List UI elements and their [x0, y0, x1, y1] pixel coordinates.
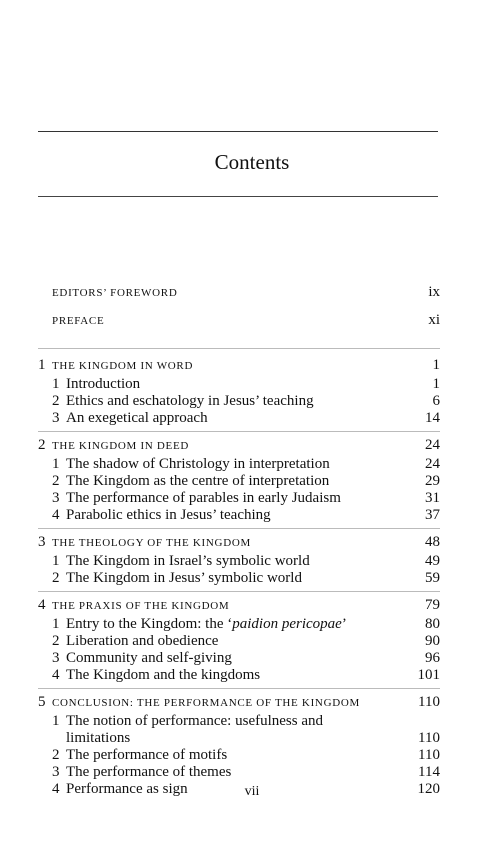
section-title: The performance of motifs	[66, 747, 228, 763]
entry-title: PREFACE	[52, 315, 105, 327]
section-number: 2	[52, 570, 60, 586]
section-label	[38, 713, 440, 730]
section-number: 1	[52, 616, 60, 632]
section-entry	[38, 747, 440, 764]
section-title: The performance of parables in early Judaism	[66, 490, 341, 506]
chapter-title: THE KINGDOM IN WORD	[52, 360, 194, 372]
chapter-number: 3	[38, 534, 46, 550]
section-page: 110	[418, 747, 440, 763]
section-entry	[38, 570, 440, 587]
section-title: Community and self-giving	[66, 650, 232, 666]
section-label	[38, 633, 410, 650]
section-number: 4	[52, 781, 60, 797]
section-label	[38, 473, 410, 490]
section-entry	[38, 650, 440, 667]
section-title: The Kingdom in Jesus’ symbolic world	[66, 570, 302, 586]
section-title: The performance of themes	[66, 764, 232, 780]
chapter-label	[38, 437, 410, 455]
section-page: 101	[417, 667, 440, 683]
section-entry	[38, 507, 440, 524]
chapter-page: 79	[425, 597, 440, 613]
chapter-heading	[38, 694, 440, 712]
chapter-number: 2	[38, 437, 46, 453]
section-number: 2	[52, 393, 60, 409]
section-number: 3	[52, 764, 60, 780]
section-label	[38, 616, 410, 633]
section-page: 1	[432, 376, 440, 392]
section-label	[38, 570, 410, 587]
section-entry	[38, 667, 440, 684]
section-label	[38, 410, 410, 427]
section-page: 14	[425, 410, 440, 426]
chapter-page: 110	[418, 694, 440, 710]
chapter-number: 4	[38, 597, 46, 613]
page-number: vii	[244, 784, 260, 799]
toc-chapter	[38, 534, 440, 592]
front-matter	[38, 284, 440, 349]
top-rule	[38, 131, 438, 132]
chapter-title: THE PRAXIS OF THE KINGDOM	[52, 600, 230, 612]
chapter-label	[38, 694, 410, 712]
section-number: 3	[52, 650, 60, 666]
title-rule	[38, 196, 438, 197]
section-label	[38, 376, 410, 393]
section-entry	[38, 553, 440, 570]
chapter-heading	[38, 357, 440, 375]
chapter-heading	[38, 437, 440, 455]
toc-chapter	[38, 437, 440, 529]
section-entry	[38, 376, 440, 393]
section-title-continued: limitations	[66, 730, 131, 746]
section-title: The shadow of Christology in interpretation	[66, 456, 330, 472]
section-page: 110	[418, 730, 440, 746]
section-page: 6	[432, 393, 440, 409]
section-title-prefix: Entry to the Kingdom: the ‘	[66, 616, 233, 632]
section-title: The notion of performance: usefulness and	[66, 713, 323, 729]
chapter-number: 1	[38, 357, 46, 373]
section-page: 31	[425, 490, 440, 506]
section-number: 2	[52, 747, 60, 763]
page-title: Contents	[214, 150, 290, 174]
section-number: 3	[52, 490, 60, 506]
section-entry	[38, 616, 440, 633]
section-page: 80	[425, 616, 440, 632]
section-number: 3	[52, 410, 60, 426]
section-page: 24	[425, 456, 440, 472]
section-title: An exegetical approach	[66, 410, 208, 426]
section-entry	[38, 410, 440, 427]
chapter-page: 48	[425, 534, 440, 550]
toc-chapter	[38, 597, 440, 689]
section-entry	[38, 473, 440, 490]
section-title: The Kingdom and the kingdoms	[66, 667, 261, 683]
section-label	[38, 456, 410, 473]
section-label	[38, 764, 410, 781]
section-number: 1	[52, 376, 60, 392]
chapter-title: THE THEOLOGY OF THE KINGDOM	[52, 537, 251, 549]
entry-page: xi	[428, 312, 440, 328]
chapter-heading	[38, 597, 440, 615]
section-page: 120	[417, 781, 440, 797]
section-label	[38, 490, 410, 507]
chapter-number: 5	[38, 694, 46, 710]
toc-chapter	[38, 357, 440, 432]
section-label	[38, 667, 410, 684]
section-page: 49	[425, 553, 440, 569]
toc-front-matter-entry	[38, 312, 440, 330]
entry-page: ix	[428, 284, 440, 300]
chapter-title: THE KINGDOM IN DEED	[52, 440, 190, 452]
section-entry-continuation	[38, 730, 440, 747]
section-page: 114	[418, 764, 440, 780]
section-entry	[38, 490, 440, 507]
section-title: Introduction	[66, 376, 141, 392]
entry-title: EDITORS’ FOREWORD	[52, 287, 178, 299]
section-title-italic: paidion pericopae	[232, 616, 342, 632]
toc-front-matter-entry	[38, 284, 440, 302]
section-label	[38, 393, 410, 410]
section-number: 1	[52, 713, 60, 729]
section-number: 1	[52, 553, 60, 569]
chapter-label	[38, 534, 410, 552]
chapter-heading	[38, 534, 440, 552]
section-title: The Kingdom as the centre of interpretation	[66, 473, 330, 489]
chapter-title: CONCLUSION: THE PERFORMANCE OF THE KINGDOM	[52, 697, 360, 709]
section-label	[38, 650, 410, 667]
section-number: 1	[52, 456, 60, 472]
section-number: 2	[52, 473, 60, 489]
section-title: Liberation and obedience	[66, 633, 219, 649]
section-label	[38, 553, 410, 570]
section-page: 37	[425, 507, 440, 523]
section-entry	[38, 713, 440, 730]
section-page: 90	[425, 633, 440, 649]
chapter-label	[38, 597, 410, 615]
section-title: Performance as sign	[66, 781, 188, 797]
section-title: Parabolic ethics in Jesus’ teaching	[66, 507, 271, 523]
section-entry	[38, 764, 440, 781]
section-entry	[38, 393, 440, 410]
section-entry	[38, 633, 440, 650]
chapter-page: 24	[425, 437, 440, 453]
section-number: 4	[52, 507, 60, 523]
table-of-contents	[38, 284, 440, 807]
chapter-label	[38, 357, 410, 375]
section-page: 96	[425, 650, 440, 666]
section-number: 4	[52, 667, 60, 683]
section-label	[38, 747, 410, 764]
section-title-suffix: ’	[341, 616, 347, 632]
section-title: The Kingdom in Israel’s symbolic world	[66, 553, 310, 569]
section-entry	[38, 456, 440, 473]
section-label	[38, 507, 410, 524]
section-title: Ethics and eschatology in Jesus’ teaching	[66, 393, 314, 409]
section-page: 59	[425, 570, 440, 586]
section-number: 2	[52, 633, 60, 649]
section-page: 29	[425, 473, 440, 489]
chapter-page: 1	[432, 357, 440, 373]
